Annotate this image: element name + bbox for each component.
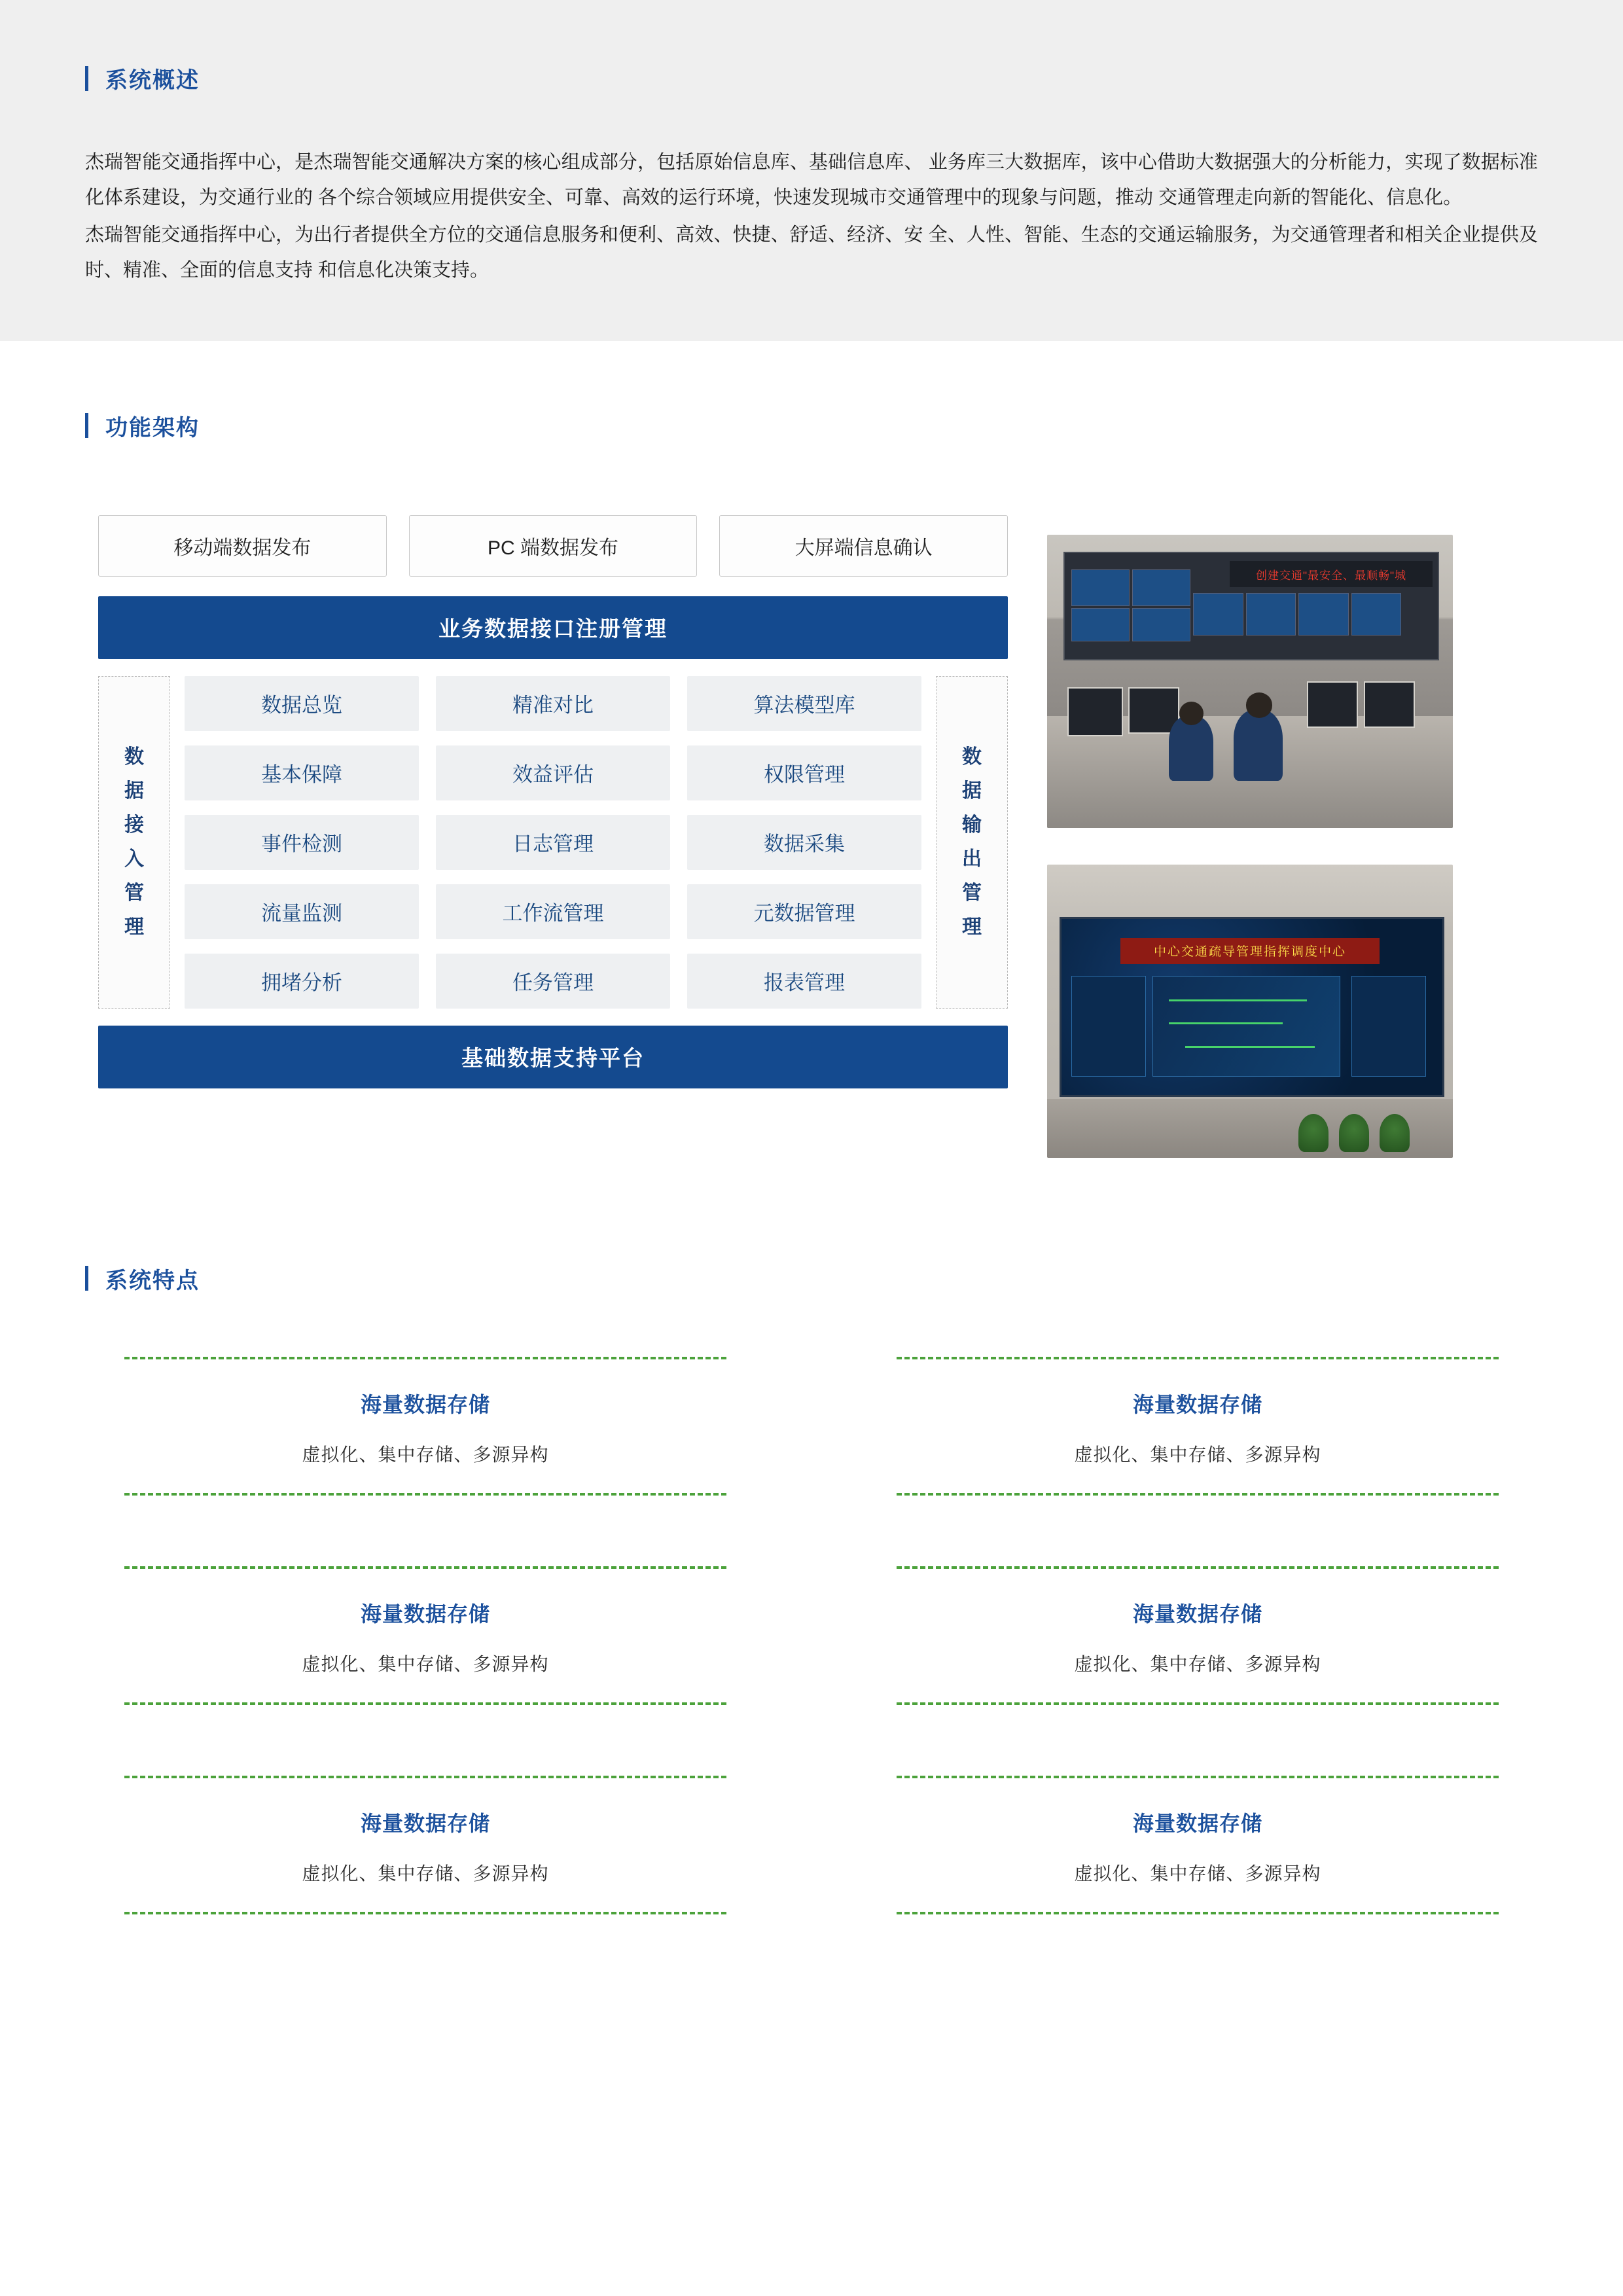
led-side-panel xyxy=(1351,976,1426,1077)
features-heading xyxy=(0,1263,1623,1295)
module-cell[interactable]: 精准对比 xyxy=(436,676,670,731)
wall-screen xyxy=(1298,593,1348,636)
wall-screen xyxy=(1351,593,1401,636)
band-interface-registry: 业务数据接口注册管理 xyxy=(98,596,1008,659)
feature-card xyxy=(98,1357,753,1496)
led-banner-text: 中心交通疏导管理指挥调度中心 xyxy=(1120,938,1380,964)
feature-description: 虚拟化、集中存储、多源异构 xyxy=(302,1653,549,1674)
module-cell[interactable]: 日志管理 xyxy=(436,815,670,870)
module-cell[interactable]: 基本保障 xyxy=(185,745,419,800)
dashed-divider-top xyxy=(897,1566,1499,1569)
dashed-divider-top xyxy=(897,1776,1499,1778)
band-base-platform: 基础数据支持平台 xyxy=(98,1026,1008,1088)
wall-screen xyxy=(1193,593,1243,636)
overview-heading xyxy=(0,62,1623,94)
wall-screen xyxy=(1246,593,1296,636)
wall-screen xyxy=(1132,608,1190,641)
module-cell[interactable]: 工作流管理 xyxy=(436,884,670,939)
potted-plant xyxy=(1339,1114,1369,1152)
wall-screen xyxy=(1071,608,1130,641)
control-room-banner-text: 创建交通"最安全、最顺畅"城 xyxy=(1230,561,1433,587)
operator-person xyxy=(1169,716,1213,781)
feature-card xyxy=(870,1776,1525,1914)
map-route-line xyxy=(1169,1022,1283,1024)
module-cell[interactable]: 流量监测 xyxy=(185,884,419,939)
desk-monitor xyxy=(1364,681,1415,728)
module-cell[interactable]: 拥堵分析 xyxy=(185,954,419,1009)
dashed-divider-top xyxy=(124,1566,726,1569)
feature-description: 虚拟化、集中存储、多源异构 xyxy=(1074,1863,1321,1884)
overview-paragraph-1: 杰瑞智能交通指挥中心，是杰瑞智能交通解决方案的核心组成部分，包括原始信息库、基础信息库、 业务库三大数据库，该中心借助大数据强大的分析能力，实现了数据标准化体系建设，为交通行业的 各个综合领域应用提供安全、可靠、高效的运行环境，快速发现城市交通管理中的现象与问题，推动 交通管理走向新的智能化、信息化。 xyxy=(85,152,1538,208)
right-column-data-output: 数 据 输 出 管 理 xyxy=(936,676,1008,1009)
photo-led-wall xyxy=(1047,865,1453,1158)
feature-description: 虚拟化、集中存储、多源异构 xyxy=(1074,1444,1321,1465)
module-cell[interactable]: 权限管理 xyxy=(687,745,921,800)
heading-accent-bar xyxy=(85,413,88,438)
feature-title: 海量数据存储 xyxy=(360,1392,490,1416)
wall-screen xyxy=(1071,569,1130,606)
module-cell[interactable]: 效益评估 xyxy=(436,745,670,800)
left-column-data-access: 数 据 接 入 管 理 xyxy=(98,676,170,1009)
dashed-divider-bottom xyxy=(897,1493,1499,1496)
heading-accent-bar xyxy=(85,1266,88,1291)
module-grid xyxy=(185,676,921,1009)
operator-person xyxy=(1234,710,1282,781)
architecture-heading xyxy=(0,410,1623,442)
dashed-divider-bottom xyxy=(124,1702,726,1705)
dashed-divider-bottom xyxy=(897,1912,1499,1914)
top-box-mobile: 移动端数据发布 xyxy=(98,515,387,577)
operator-head xyxy=(1246,692,1272,717)
module-cell[interactable]: 任务管理 xyxy=(436,954,670,1009)
architecture-diagram xyxy=(98,515,1008,1158)
feature-title: 海量数据存储 xyxy=(360,1811,490,1835)
module-cell[interactable]: 数据总览 xyxy=(185,676,419,731)
map-route-line xyxy=(1185,1046,1315,1048)
dashed-divider-bottom xyxy=(124,1493,726,1496)
dashed-divider-bottom xyxy=(897,1702,1499,1705)
module-cell[interactable]: 数据采集 xyxy=(687,815,921,870)
desk-monitor xyxy=(1067,687,1123,737)
feature-card xyxy=(98,1566,753,1705)
feature-title: 海量数据存储 xyxy=(1132,1392,1262,1416)
dashed-divider-top xyxy=(124,1776,726,1778)
module-cell[interactable]: 事件检测 xyxy=(185,815,419,870)
module-cell[interactable]: 算法模型库 xyxy=(687,676,921,731)
operator-head xyxy=(1179,702,1204,725)
overview-heading-text: 系统概述 xyxy=(105,68,200,93)
architecture-heading-text: 功能架构 xyxy=(105,415,200,440)
features-grid xyxy=(98,1357,1525,1914)
potted-plant xyxy=(1380,1114,1410,1152)
architecture-photos xyxy=(1047,515,1453,1158)
feature-card xyxy=(870,1357,1525,1496)
desk-monitor xyxy=(1307,681,1358,728)
overview-body xyxy=(85,145,1538,289)
diagram-top-row xyxy=(98,515,1008,577)
potted-plant xyxy=(1298,1114,1329,1152)
feature-description: 虚拟化、集中存储、多源异构 xyxy=(302,1863,549,1884)
module-cell[interactable]: 报表管理 xyxy=(687,954,921,1009)
architecture-section xyxy=(0,341,1623,1158)
photo-control-room xyxy=(1047,535,1453,828)
feature-title: 海量数据存储 xyxy=(1132,1602,1262,1626)
led-side-panel xyxy=(1071,976,1146,1077)
map-route-line xyxy=(1169,999,1307,1001)
dashed-divider-top xyxy=(124,1357,726,1359)
diagram-middle-row xyxy=(98,676,1008,1009)
feature-description: 虚拟化、集中存储、多源异构 xyxy=(1074,1653,1321,1674)
feature-title: 海量数据存储 xyxy=(1132,1811,1262,1835)
led-map xyxy=(1152,976,1340,1077)
overview-section xyxy=(0,0,1623,341)
overview-paragraph-2: 杰瑞智能交通指挥中心，为出行者提供全方位的交通信息服务和便利、高效、快捷、舒适、经济、安 全、人性、智能、生态的交通运输服务，为交通管理者和相关企业提供及时、精准、全面的信息支持 和信息化决策支持。 xyxy=(85,224,1538,281)
architecture-content xyxy=(98,515,1623,1158)
top-box-pc: PC 端数据发布 xyxy=(409,515,698,577)
features-section xyxy=(0,1158,1623,1914)
features-heading-text: 系统特点 xyxy=(105,1268,200,1293)
feature-card xyxy=(98,1776,753,1914)
heading-accent-bar xyxy=(85,66,88,91)
top-box-bigscreen: 大屏端信息确认 xyxy=(719,515,1008,577)
wall-screen xyxy=(1132,569,1190,606)
dashed-divider-bottom xyxy=(124,1912,726,1914)
feature-description: 虚拟化、集中存储、多源异构 xyxy=(302,1444,549,1465)
feature-card xyxy=(870,1566,1525,1705)
module-cell[interactable]: 元数据管理 xyxy=(687,884,921,939)
dashed-divider-top xyxy=(897,1357,1499,1359)
feature-title: 海量数据存储 xyxy=(360,1602,490,1626)
